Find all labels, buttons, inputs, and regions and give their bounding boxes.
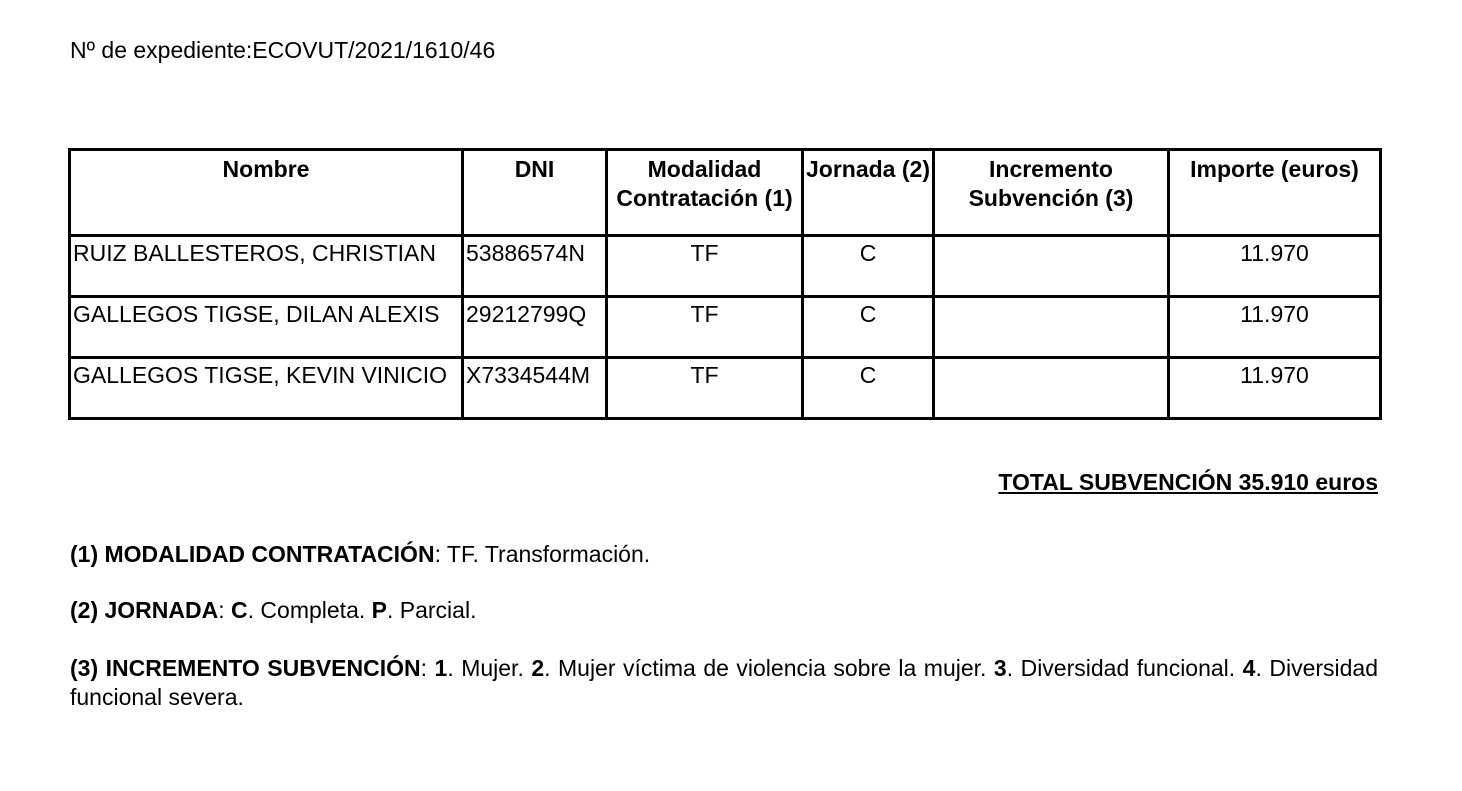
note-incremento-text-2: . Mujer víctima de violencia sobre la mujer. xyxy=(544,655,994,681)
note-modalidad xyxy=(70,540,1378,569)
cell-incremento xyxy=(934,236,1169,297)
note-incremento-label: (3) INCREMENTO SUBVENCIÓN xyxy=(70,655,421,681)
note-jornada-text-c: . Completa. xyxy=(247,597,372,623)
note-jornada-code-p: P xyxy=(371,597,387,623)
cell-importe: 11.970 xyxy=(1169,358,1381,419)
table-row xyxy=(70,297,1381,358)
cell-importe: 11.970 xyxy=(1169,236,1381,297)
cell-jornada: C xyxy=(803,297,934,358)
note-incremento xyxy=(70,654,1378,712)
cell-dni: 53886574N xyxy=(463,236,607,297)
cell-jornada: C xyxy=(803,236,934,297)
note-incremento-text-1: . Mujer. xyxy=(447,655,532,681)
expediente-number: Nº de expediente:ECOVUT/2021/1610/46 xyxy=(70,37,496,63)
cell-nombre: RUIZ BALLESTEROS, CHRISTIAN xyxy=(70,236,463,297)
note-jornada-code-c: C xyxy=(231,597,248,623)
header-nombre: Nombre xyxy=(70,150,463,236)
cell-modalidad: TF xyxy=(607,297,803,358)
table-row xyxy=(70,358,1381,419)
cell-jornada: C xyxy=(803,358,934,419)
note-jornada-text-p: . Parcial. xyxy=(386,597,477,623)
cell-dni: X7334544M xyxy=(463,358,607,419)
note-incremento-code-1: 1 xyxy=(434,655,448,681)
beneficiaries-table xyxy=(68,148,1382,420)
cell-nombre: GALLEGOS TIGSE, DILAN ALEXIS xyxy=(70,297,463,358)
note-incremento-code-4: 4 xyxy=(1242,655,1256,681)
cell-modalidad: TF xyxy=(607,236,803,297)
header-jornada: Jornada (2) xyxy=(803,150,934,236)
table-header-row xyxy=(70,150,1381,236)
note-incremento-text-3: . Diversidad funcional. xyxy=(1006,655,1243,681)
cell-modalidad: TF xyxy=(607,358,803,419)
note-incremento-text-4: . Diversidad funcional severa. xyxy=(70,655,1379,710)
note-jornada xyxy=(70,596,1378,625)
cell-incremento xyxy=(934,358,1169,419)
note-modalidad-label: (1) MODALIDAD CONTRATACIÓN xyxy=(70,541,435,567)
note-incremento-code-2: 2 xyxy=(531,655,545,681)
total-subvencion: TOTAL SUBVENCIÓN 35.910 euros xyxy=(998,469,1378,495)
header-modalidad: Modalidad Contratación (1) xyxy=(607,150,803,236)
header-importe: Importe (euros) xyxy=(1169,150,1381,236)
header-dni: DNI xyxy=(463,150,607,236)
cell-incremento xyxy=(934,297,1169,358)
note-incremento-sep: : xyxy=(420,655,435,681)
cell-importe: 11.970 xyxy=(1169,297,1381,358)
note-modalidad-text: : TF. Transformación. xyxy=(434,541,651,567)
table-row xyxy=(70,236,1381,297)
note-incremento-code-3: 3 xyxy=(993,655,1007,681)
note-jornada-sep: : xyxy=(218,597,232,623)
note-jornada-label: (2) JORNADA xyxy=(70,597,219,623)
cell-dni: 29212799Q xyxy=(463,297,607,358)
cell-nombre: GALLEGOS TIGSE, KEVIN VINICIO xyxy=(70,358,463,419)
header-incremento: Incremento Subvención (3) xyxy=(934,150,1169,236)
